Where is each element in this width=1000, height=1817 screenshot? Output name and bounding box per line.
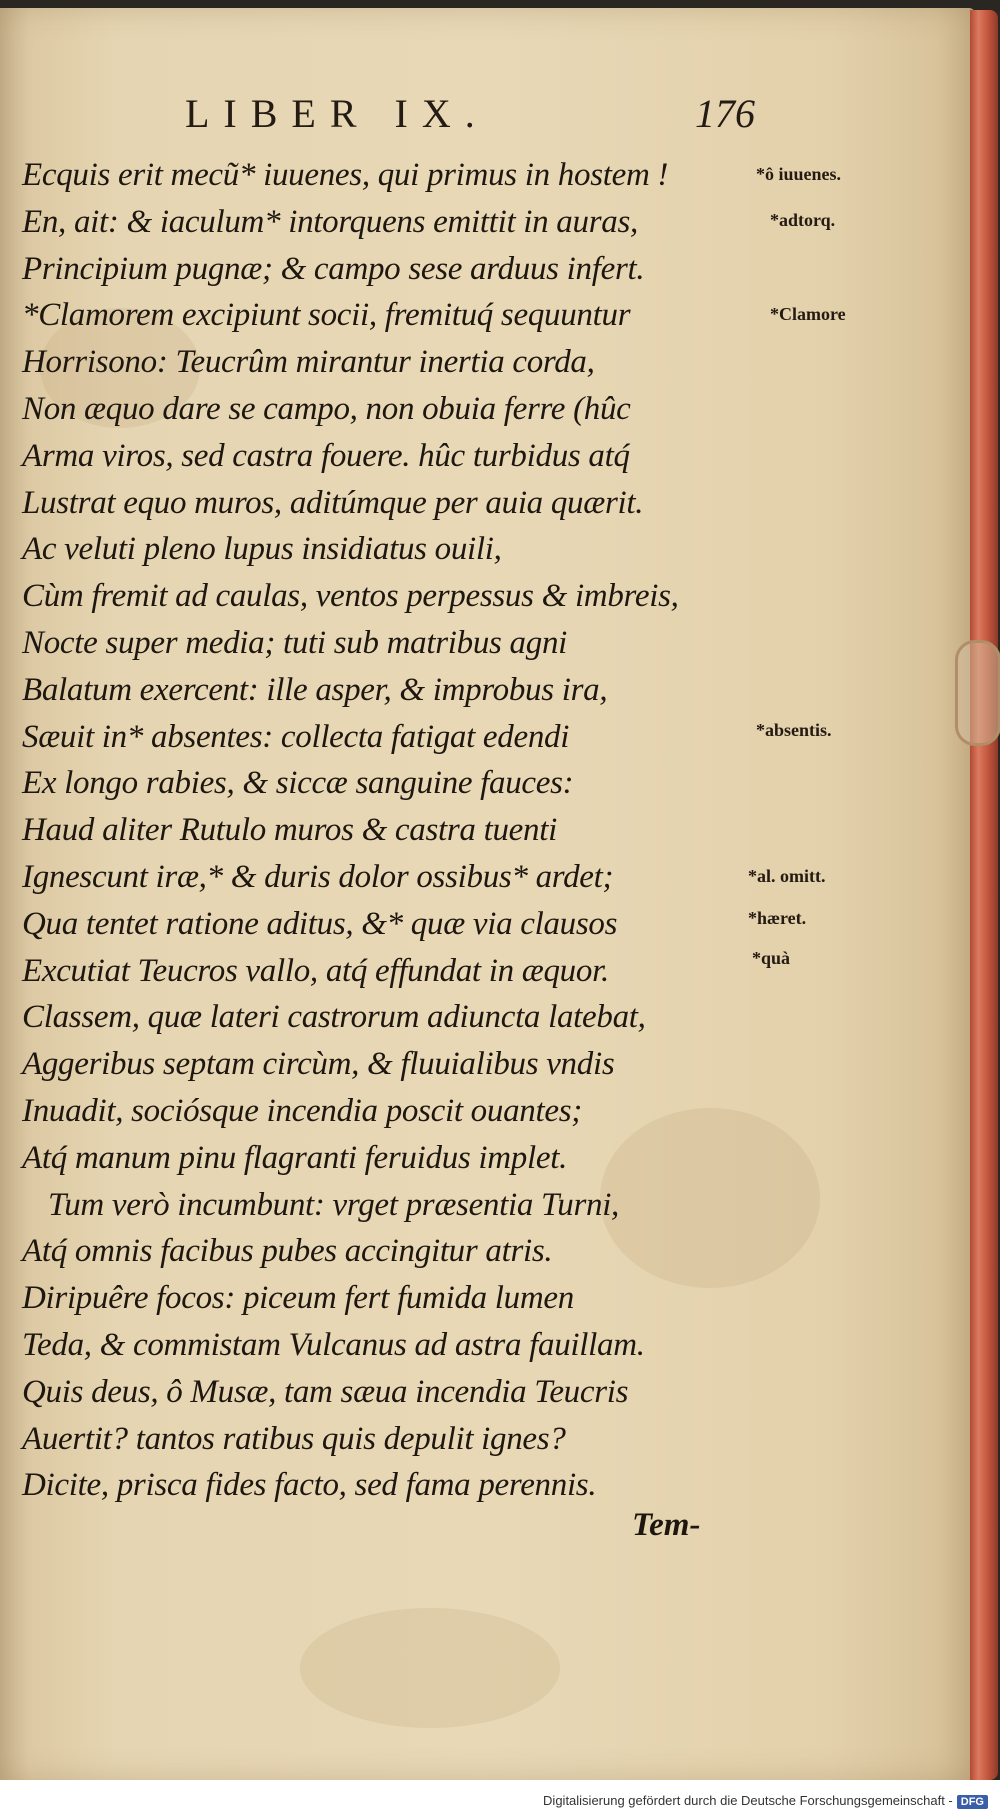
digitization-credit <box>543 1793 988 1809</box>
verse-line: Quis deus, ô Musæ, tam sæua incendia Teucris <box>22 1373 629 1410</box>
verse-line: Aggeribus septam circùm, & fluuialibus vndis <box>22 1046 615 1083</box>
verse-line: Ac veluti pleno lupus insidiatus ouili, <box>22 531 502 568</box>
verse-line: En, ait: & iaculum* intorquens emittit in auras, <box>22 203 638 240</box>
verse-line: Diripuêre focos: piceum fert fumida lumen <box>22 1280 574 1317</box>
marginal-note: *quà <box>752 948 791 968</box>
verse-line: Tum verò incumbunt: vrget præsentia Turni, <box>48 1186 620 1223</box>
paper-stain <box>300 1608 560 1728</box>
verse-line: Haud aliter Rutulo muros & castra tuenti <box>22 812 557 849</box>
marginal-note: *adtorq. <box>770 210 836 230</box>
verse-line: Classem, quæ lateri castrorum adiuncta latebat, <box>22 999 646 1036</box>
verse-line: Non æquo dare se campo, non obuia ferre (hûc <box>22 390 631 427</box>
verse-line: Lustrat equo muros, aditúmque per auia quærit. <box>22 484 644 521</box>
verse-line: Sæuit in* absentes: collecta fatigat edendi <box>22 718 570 755</box>
catchword: Tem- <box>632 1507 701 1543</box>
verse-line: Teda, & commistam Vulcanus ad astra fauillam. <box>22 1326 645 1363</box>
verse-line: Atq́ manum pinu flagranti feruidus implet. <box>22 1139 568 1176</box>
verse-line: Arma viros, sed castra fouere. hûc turbidus atq́ <box>22 437 630 474</box>
verse-block <box>22 152 752 1509</box>
verse-line: Auertit? tantos ratibus quis depulit ignes? <box>22 1420 566 1457</box>
clasp-mark <box>955 640 1000 746</box>
verse-line: Inuadit, sociósque incendia poscit ouantes; <box>22 1092 582 1129</box>
page-number: 176 <box>695 91 755 136</box>
verse-line: Qua tentet ratione aditus, &* quæ via clausos <box>22 905 618 942</box>
footer-bar <box>0 1780 1000 1817</box>
credit-text: Digitalisierung gefördert durch die Deutsche Forschungsgemeinschaft - <box>543 1793 953 1808</box>
verse-line: Nocte super media; tuti sub matribus agni <box>22 624 568 661</box>
marginal-note: *al. omitt. <box>748 866 826 886</box>
marginal-note: *Clamore <box>770 304 846 324</box>
marginal-note: *ô iuuenes. <box>756 164 842 184</box>
page-header <box>185 90 755 140</box>
marginal-note: *hæret. <box>748 908 807 928</box>
page-edge <box>970 10 998 1780</box>
verse-line: Ex longo rabies, & siccæ sanguine fauces: <box>22 765 574 802</box>
verse-line: Dicite, prisca fides facto, sed fama perennis. <box>22 1467 597 1504</box>
dfg-logo: DFG <box>957 1795 988 1809</box>
verse-line: Excutiat Teucros vallo, atq́ effundat in æquor. <box>22 952 609 989</box>
running-title: LIBER IX. <box>185 91 489 136</box>
verse-line: Cùm fremit ad caulas, ventos perpessus & imbreis, <box>22 578 679 615</box>
verse-line: Atq́ omnis facibus pubes accingitur atris. <box>22 1233 553 1270</box>
verse-line: *Clamorem excipiunt socii, fremituq́ sequuntur <box>22 297 631 334</box>
verse-line: Balatum exercent: ille asper, & improbus ira, <box>22 671 608 708</box>
marginal-note: *absentis. <box>756 720 832 740</box>
verse-line: Ignescunt iræ,* & duris dolor ossibus* ardet; <box>22 858 614 895</box>
verse-line: Ecquis erit mecũ* iuuenes, qui primus in hostem ! <box>22 157 669 193</box>
verse-line: Principium pugnæ; & campo sese arduus infert. <box>22 250 645 287</box>
verse-line: Horrisono: Teucrûm mirantur inertia corda, <box>22 344 595 381</box>
